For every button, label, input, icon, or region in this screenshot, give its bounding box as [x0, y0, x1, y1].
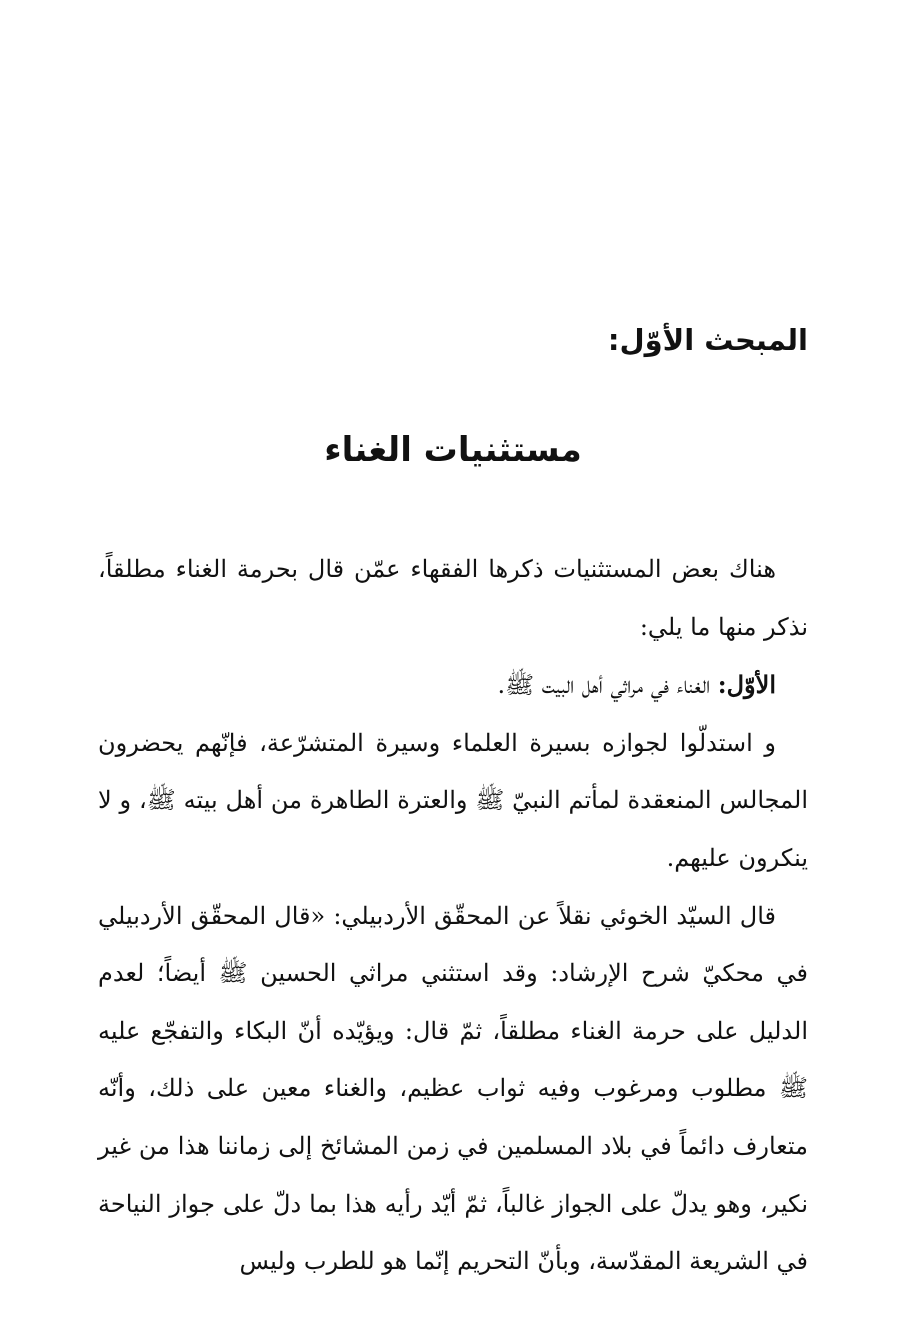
section-label: المبحث الأوّل: [607, 323, 808, 357]
first-exception-paragraph [98, 656, 808, 715]
page-title: مستثنيات الغناء [324, 430, 582, 470]
body-text [98, 541, 808, 1291]
evidence-paragraph: و استدلّوا لجوازه بسيرة العلماء وسيرة المتشرّعة، فإنّهم يحضرون المجالس المنعقدة لمأتم النبيّ ﷺ والعترة الطاهرة من أهل بيته ﷺ، و لا ينكرون عليهم. [98, 728, 808, 872]
first-exception-label: الأوّل: [717, 670, 776, 700]
quote-paragraph: قال السيّد الخوئي نقلاً عن المحقّق الأردبيلي: «قال المحقّق الأردبيلي في محكيّ شرح الإرشاد: وقد استثني مراثي الحسين ﷺ أيضاً؛ لعدم الدليل على حرمة الغناء مطلقاً، ثمّ قال: ويؤيّده أنّ البكاء والتفجّع عليه ﷺ مطلوب ومرغوب وفيه ثواب عظيم، والغناء معين على ذلك، وأنّه متعارف دائماً في بلاد المسلمين في زمن المشائخ إلى زماننا هذا من غير نكير، وهو يدلّ على الجواز غالباً، ثمّ أيّد رأيه هذا بما دلّ على جواز النياحة في الشريعة المقدّسة، وبأنّ التحريم إنّما هو للطرب وليس [98, 901, 808, 1276]
intro-paragraph: هناك بعض المستثنيات ذكرها الفقهاء عمّن قال بحرمة الغناء مطلقاً، نذكر منها ما يلي: [98, 555, 808, 641]
first-exception-text: الغناء في مراثي أهل البيت ﷺ. [497, 671, 718, 700]
